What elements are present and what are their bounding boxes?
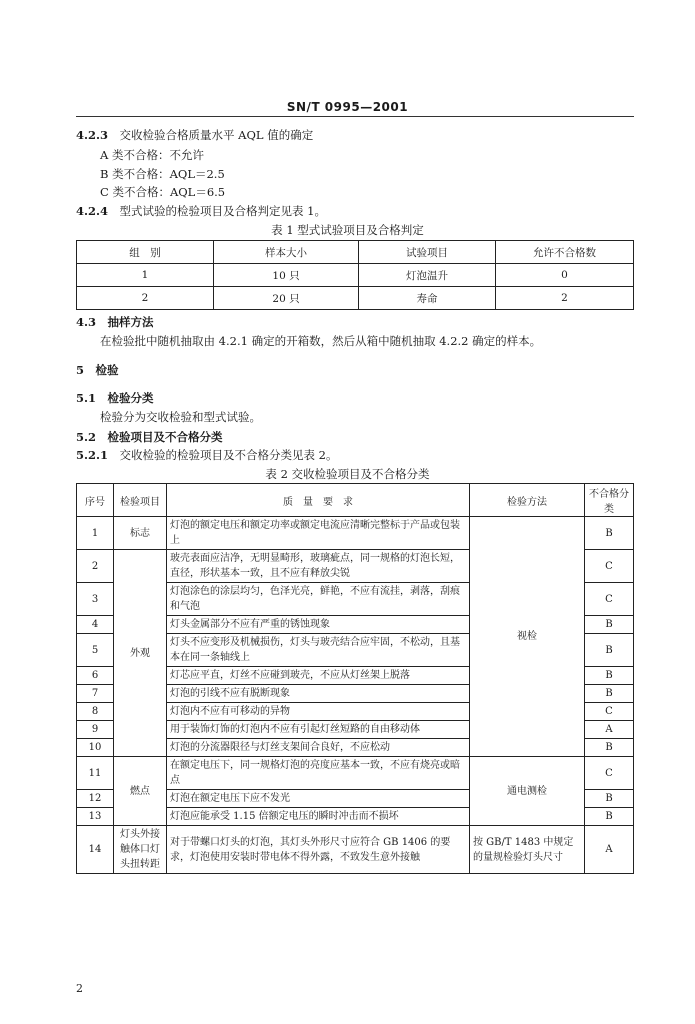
row-no: 14 [77,826,114,874]
section-5-1: 5.1 检验分类 [76,391,154,405]
requirement: 灯芯应平直，灯丝不应碰到玻壳，不应从灯丝架上脱落 [167,667,470,685]
row-no: 9 [77,721,114,739]
item-cap: 灯头外接触体口灯头扭转距 [114,826,167,874]
requirement: 灯泡的分流器限径与灯丝支架间合良好，不应松动 [167,739,470,757]
requirement: 灯泡在额定电压下应不发光 [167,790,470,808]
aql-class-b: B 类不合格：AQL＝2.5 [100,167,225,181]
method-cap-gauge: 按 GB/T 1483 中规定的量规检验灯头尺寸 [470,826,585,874]
t1-cell: 2 [77,287,214,310]
class: C [585,550,634,583]
table-row [77,757,634,790]
section-4-3: 4.3 抽样方法 [76,315,154,329]
row-no: 3 [77,583,114,616]
aql-class-a: A 类不合格：不允许 [100,148,204,162]
t1-col-group: 组 别 [77,241,214,264]
requirement: 灯泡应能承受 1.15 倍额定电压的瞬时冲击而不损坏 [167,808,470,826]
t2-col-no: 序号 [77,484,114,517]
section-5: 5 检验 [76,363,119,377]
row-no: 7 [77,685,114,703]
requirement: 用于装饰灯饰的灯泡内不应有引起灯丝短路的自由移动体 [167,721,470,739]
table-row [77,264,634,287]
table1-header-row [77,241,634,264]
class: B [585,790,634,808]
section-5-1-text: 检验分为交收检验和型式试验。 [100,410,261,424]
row-no: 13 [77,808,114,826]
class: C [585,703,634,721]
t1-cell: 20 只 [214,287,359,310]
row-no: 10 [77,739,114,757]
table2-caption: 表 2 交收检验项目及不合格分类 [265,467,430,481]
row-no: 6 [77,667,114,685]
method-visual: 视检 [470,517,585,757]
page-number: 2 [76,982,83,995]
item-lighting: 燃点 [114,757,167,826]
requirement: 灯泡内不应有可移动的异物 [167,703,470,721]
table1-caption: 表 1 型式试验项目及合格判定 [271,223,424,237]
requirement: 灯头金属部分不应有严重的锈蚀现象 [167,616,470,634]
requirement: 灯头不应变形及机械损伤，灯头与玻壳结合应牢固，不松动，且基本在同一条轴线上 [167,634,470,667]
t1-col-test: 试验项目 [359,241,496,264]
standard-number-header: SN/T 0995—2001 [286,100,409,114]
section-4-2-4: 4.2.4 型式试验的检验项目及合格判定见表 1。 [76,204,326,218]
t1-cell: 10 只 [214,264,359,287]
t2-col-item: 检验项目 [114,484,167,517]
row-no: 5 [77,634,114,667]
class: B [585,739,634,757]
t1-cell: 寿命 [359,287,496,310]
row-no: 4 [77,616,114,634]
header-rule [76,116,634,117]
table2-header-row [77,484,634,517]
class: A [585,721,634,739]
t1-cell: 1 [77,264,214,287]
t2-col-class: 不合格分类 [585,484,634,517]
section-4-3-text: 在检验批中随机抽取由 4.2.1 确定的开箱数，然后从箱中随机抽取 4.2.2 确定的样本。 [100,334,542,348]
class: C [585,583,634,616]
class: A [585,826,634,874]
table-row [77,287,634,310]
row-no: 1 [77,517,114,550]
t1-cell: 灯泡温升 [359,264,496,287]
t1-col-allowed: 允许不合格数 [496,241,634,264]
section-4-2-3: 4.2.3 交收检验合格质量水平 AQL 值的确定 [76,128,314,142]
requirement: 对于带螺口灯头的灯泡，其灯头外形尺寸应符合 GB 1406 的要求，灯泡使用安装时带电体不得外露，不致发生意外接触 [167,826,470,874]
section-5-2: 5.2 检验项目及不合格分类 [76,430,223,444]
t1-col-sample: 样本大小 [214,241,359,264]
class: B [585,685,634,703]
t1-cell: 2 [496,287,634,310]
table-row [77,826,634,874]
class: B [585,667,634,685]
section-5-2-1: 5.2.1 交收检验的检验项目及不合格分类见表 2。 [76,448,338,462]
row-no: 8 [77,703,114,721]
t2-col-method: 检验方法 [470,484,585,517]
requirement: 灯泡涂色的涂层均匀，色泽光亮，鲜艳，不应有流挂，剥落，刮痕和气泡 [167,583,470,616]
class: B [585,808,634,826]
item-appearance: 外观 [114,550,167,757]
class: B [585,616,634,634]
table-1 [76,240,634,310]
method-electric: 通电测检 [470,757,585,826]
requirement: 灯泡的额定电压和额定功率或额定电流应清晰完整标于产品或包装上 [167,517,470,550]
aql-class-c: C 类不合格：AQL＝6.5 [100,185,226,199]
t2-col-requirement: 质 量 要 求 [167,484,470,517]
requirement: 在额定电压下，同一规格灯泡的亮度应基本一致，不应有烧亮或暗点 [167,757,470,790]
table-2 [76,483,634,874]
table-row [77,517,634,550]
t1-cell: 0 [496,264,634,287]
row-no: 2 [77,550,114,583]
item-mark: 标志 [114,517,167,550]
row-no: 12 [77,790,114,808]
requirement: 灯泡的引线不应有脱断现象 [167,685,470,703]
class: B [585,517,634,550]
row-no: 11 [77,757,114,790]
requirement: 玻壳表面应洁净，无明显畸形，玻璃疵点，同一规格的灯泡长短，直径，形状基本一致，且不应有释放尖锐 [167,550,470,583]
class: B [585,634,634,667]
class: C [585,757,634,790]
